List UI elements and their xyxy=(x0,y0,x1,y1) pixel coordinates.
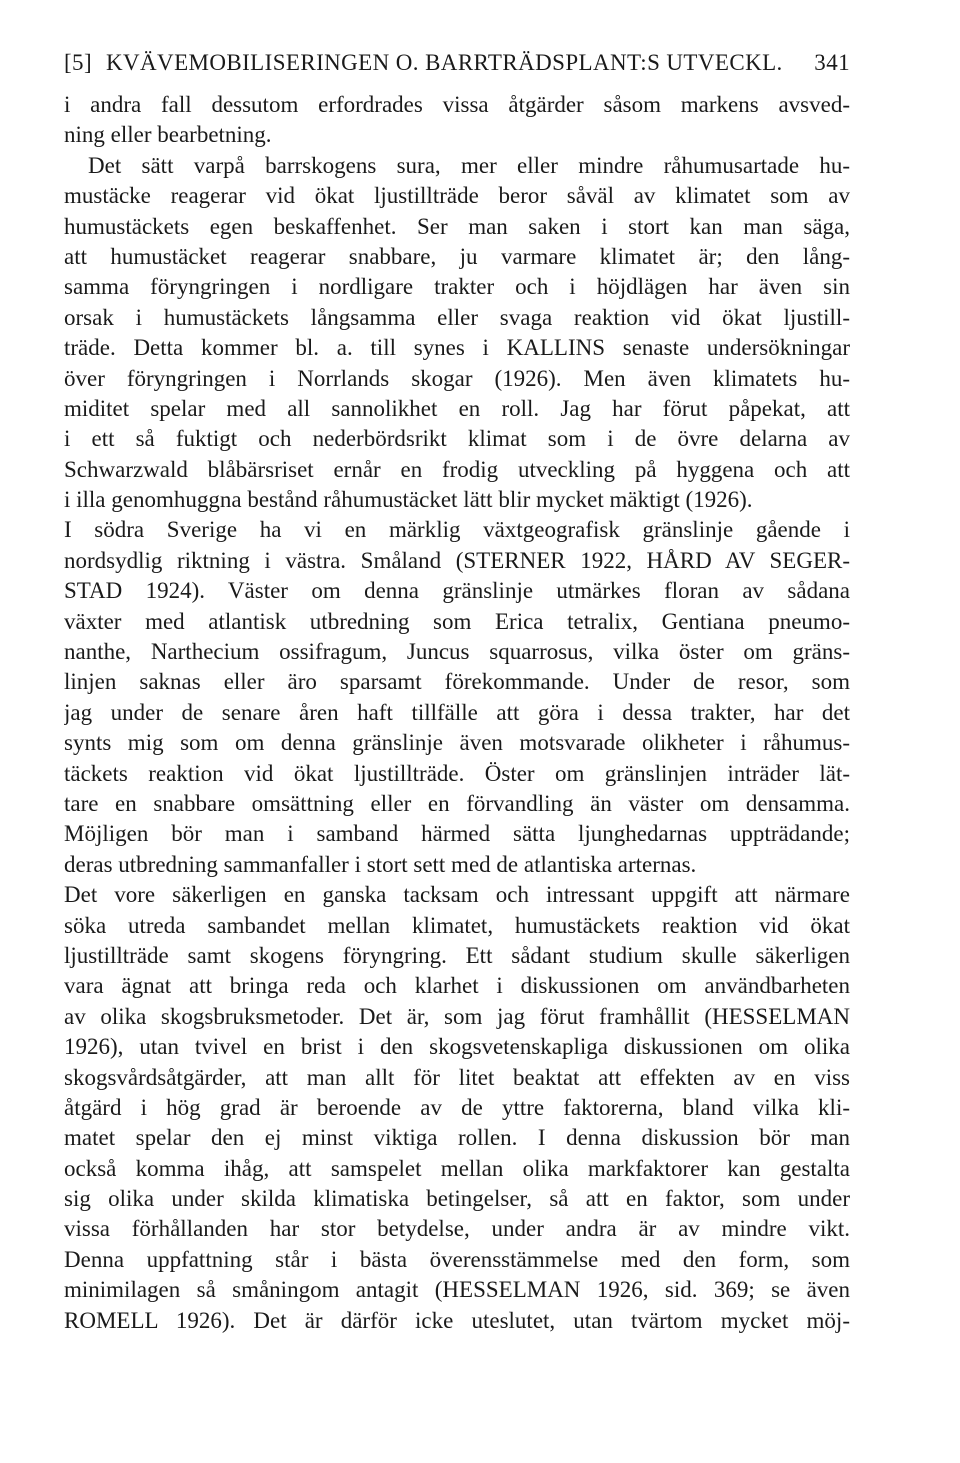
text-line: över föryngringen i Norrlands skogar (1926). Men även klimatets hu- xyxy=(64,365,850,391)
text-line: tare en snabbare omsättning eller en förvandling än väster om densamma. xyxy=(64,790,850,816)
text-line: deras utbredning sammanfaller i stort sett med de atlantiska arternas. xyxy=(64,851,697,877)
text-line: söka utreda sambandet mellan klimatet, humustäckets reaktion vid ökat xyxy=(64,912,850,938)
text-line: Det vore säkerligen en ganska tacksam och intressant uppgift att närmare xyxy=(64,882,850,908)
text-line: humustäckets egen beskaffenhet. Ser man saken i stort kan man säga, xyxy=(64,213,850,239)
text-line: mustäcke reagerar vid ökat ljustillträde beror såväl av klimatet som av xyxy=(64,183,850,209)
text-line: av olika skogsbruksmetoder. Det är, som jag förut framhållit (HESSELMAN xyxy=(64,1003,850,1029)
text-line: samma föryngringen i nordligare trakter och i höjdlägen har även sin xyxy=(64,274,850,300)
body-text xyxy=(64,90,850,1336)
text-line: i ett så fuktigt och nederbördsrikt klimat som i de övre delarna av xyxy=(64,426,850,452)
text-line: växter med atlantisk utbredning som Erica tetralix, Gentiana pneumo- xyxy=(64,608,850,634)
text-line: vissa förhållanden har stor betydelse, under andra är av mindre vikt. xyxy=(64,1216,850,1242)
text-line: täckets reaktion vid ökat ljustillträde. Öster om gränslinjen inträder lät- xyxy=(64,760,850,786)
text-line: att humustäcket reagerar snabbare, ju varmare klimatet är; den lång- xyxy=(64,243,850,269)
text-line: i andra fall dessutom erfordrades vissa åtgärder såsom markens avsved- xyxy=(64,92,850,117)
text-line: synts mig som om denna gränslinje även motsvarade olikheter i råhumus- xyxy=(64,730,850,756)
text-line: nordsydlig riktning i västra. Småland (STERNER 1922, HÅRD AV SEGER- xyxy=(64,547,850,573)
text-line: ning eller bearbetning. xyxy=(64,122,272,148)
text-line: ROMELL 1926). Det är därför icke uteslutet, utan tvärtom mycket möj- xyxy=(64,1307,850,1333)
text-line: också komma ihåg, att samspelet mellan olika markfaktorer kan gestalta xyxy=(64,1155,850,1181)
text-line: Möjligen bör man i samband härmed sätta ljunghedarnas uppträdande; xyxy=(64,821,850,847)
text-line: STAD 1924). Väster om denna gränslinje utmärkes floran av sådana xyxy=(64,578,850,604)
text-line: orsak i humustäckets långsamma eller svaga reaktion vid ökat ljustill- xyxy=(64,304,850,330)
text-line: träde. Detta kommer bl. a. till synes i KALLINS senaste undersökningar xyxy=(64,335,850,361)
text-line: Denna uppfattning står i bästa överensstämmelse med den form, som xyxy=(64,1246,850,1272)
text-line: I södra Sverige ha vi en märklig växtgeografisk gränslinje gående i xyxy=(64,517,850,543)
text-line: jag under de senare åren haft tillfälle att göra i dessa trakter, har det xyxy=(64,699,850,725)
running-header xyxy=(64,50,850,90)
text-line: sig olika under skilda klimatiska betingelser, så att en faktor, som under xyxy=(64,1186,850,1212)
text-line: skogsvårdsåtgärder, att man allt för litet beaktat att effekten av en viss xyxy=(64,1064,850,1090)
text-line: miditet spelar med all sannolikhet en roll. Jag har förut påpekat, att xyxy=(64,395,850,421)
text-line: vara ägnat att bringa reda och klarhet i diskussionen om användbarheten xyxy=(64,973,850,999)
running-title: KVÄVEMOBILISERINGEN O. BARRTRÄDSPLANT:S UTVECKL. xyxy=(106,50,783,75)
text-line: linjen saknas eller äro sparsamt förekommande. Under de resor, som xyxy=(64,669,850,695)
text-line: i illa genomhuggna bestånd råhumustäcket lätt blir mycket mäktigt (1926). xyxy=(64,487,753,513)
text-line: åtgärd i hög grad är beroende av de yttre faktorerna, bland vilka kli- xyxy=(64,1094,850,1120)
text-line: 1926), utan tvivel en brist i den skogsvetenskapliga diskussionen om olika xyxy=(64,1034,850,1060)
page-number: 341 xyxy=(814,50,850,75)
text-line: nanthe, Narthecium ossifragum, Juncus squarrosus, vilka öster om gräns- xyxy=(64,639,850,665)
text-line: minimilagen så småningom antagit (HESSELMAN 1926, sid. 369; se även xyxy=(64,1277,850,1303)
section-number: [5] xyxy=(64,50,93,75)
text-line: Det sätt varpå barrskogens sura, mer eller mindre råhumusartade hu- xyxy=(88,152,850,178)
text-line: ljustillträde samt skogens föryngring. Ett sådant studium skulle säkerligen xyxy=(64,942,850,968)
text-line: Schwarzwald blåbärsriset ernår en frodig utveckling på hyggena och att xyxy=(64,456,850,482)
document-page xyxy=(64,50,850,1336)
text-line: matet spelar den ej minst viktiga rollen. I denna diskussion bör man xyxy=(64,1125,850,1151)
